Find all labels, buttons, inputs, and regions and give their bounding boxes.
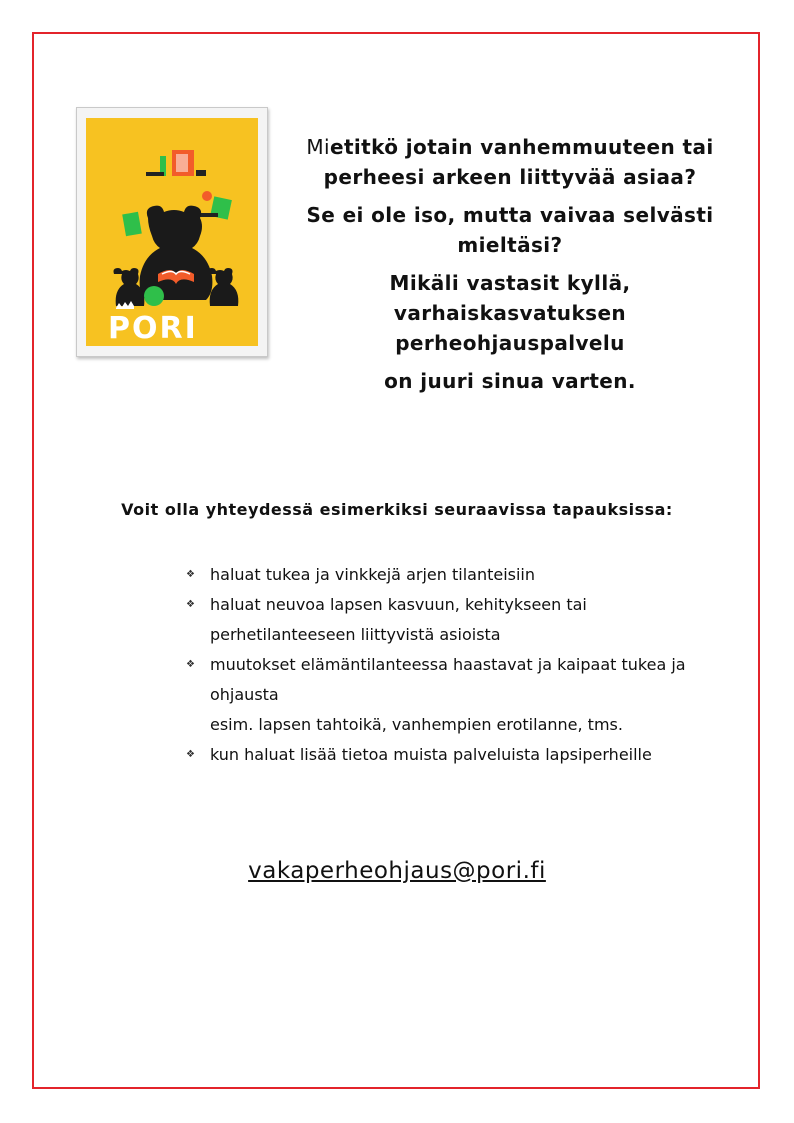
- logo-background: [86, 118, 258, 346]
- cases-heading: Voit olla yhteydessä esimerkiksi seuraavissa tapauksissa:: [121, 500, 673, 519]
- list-item: ❖ kun haluat lisää tietoa muista palveluista lapsiperheille: [186, 740, 726, 770]
- diamond-bullet-icon: ❖: [186, 599, 195, 610]
- intro-question-2: Se ei ole iso, mutta vaivaa selvästi mieltäsi?: [306, 203, 714, 257]
- cases-list: [186, 560, 726, 770]
- diamond-bullet-icon: ❖: [186, 569, 195, 580]
- intro-question-1: Mietitkö jotain vanhemmuuteen tai perheesi arkeen liittyvää asiaa?: [306, 135, 714, 189]
- list-item: ❖ haluat neuvoa lapsen kasvuun, kehitykseen tai perhetilanteeseen liittyvistä asioista: [186, 590, 726, 650]
- diamond-bullet-icon: ❖: [186, 749, 195, 760]
- pori-wordmark: PORI: [108, 311, 198, 346]
- intro-text: [285, 132, 735, 404]
- intro-answer: Mikäli vastasit kyllä, varhaiskasvatuksen perheohjauspalvelu: [389, 271, 631, 355]
- diamond-bullet-icon: ❖: [186, 659, 195, 670]
- contact-email-link[interactable]: vakaperheohjaus@pori.fi: [248, 858, 546, 884]
- intro-conclusion: on juuri sinua varten.: [384, 369, 636, 393]
- list-item: ❖ haluat tukea ja vinkkejä arjen tilanteisiin: [186, 560, 726, 590]
- list-item: ❖ muutokset elämäntilanteessa haastavat ja kaipaat tukea ja ohjausta esim. lapsen tahtoikä, vanhempien erotilanne, tms.: [186, 650, 726, 740]
- bear-reading-illustration: [86, 118, 258, 346]
- pori-logo: [76, 107, 268, 357]
